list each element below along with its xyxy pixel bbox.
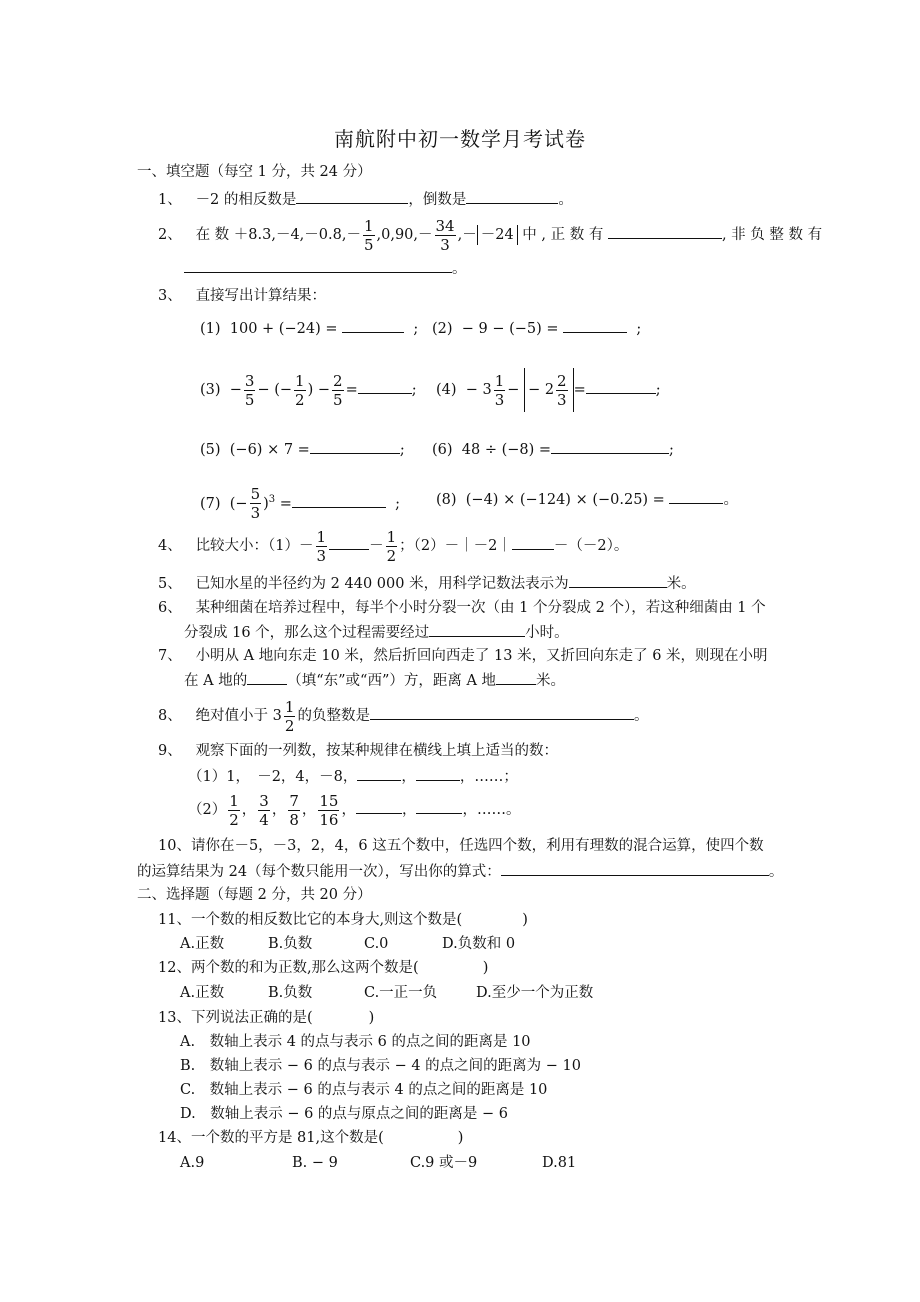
question-9-row2: （2） $\frac{1}{2}$ ， $\frac{3}{4}$ ， $\frac{7}{8}$ ， $\frac{15}{16}$ ， ， ，……。 <box>188 791 521 829</box>
answer-blank[interactable] <box>608 224 722 239</box>
answer-blank[interactable] <box>247 670 287 685</box>
answer-blank[interactable] <box>342 318 404 333</box>
answer-blank[interactable] <box>512 535 554 550</box>
option-a[interactable]: A.9 <box>180 1155 205 1171</box>
answer-blank[interactable] <box>551 439 669 454</box>
answer-blank[interactable] <box>184 258 452 273</box>
calc-1: (1) 100 + (−24) = ; <box>200 318 418 339</box>
question-2: 2、 在 数 ＋8.3,－4,－0.8,－ $\frac{1}{5}$ ,0,90,－ $\frac{34}{3}$ ,－ －24 中 , 正 数 有 , 非 负 整 数 有 <box>158 216 823 254</box>
section1-heading: 一、填空题（每空 1 分，共 24 分） <box>137 164 372 180</box>
answer-blank[interactable] <box>429 622 525 637</box>
question-6-line2: 分裂成 16 个，那么这个过程需要经过 小时。 <box>184 622 569 643</box>
option-d[interactable]: D. 数轴上表示 − 6 的点与原点之间的距离是 − 6 <box>180 1106 509 1122</box>
question-11-options <box>180 934 515 954</box>
question-2-line2: 。 <box>184 258 467 279</box>
calc-4: (4) − 3 $\frac{1}{3}$ − − 2 $\frac{2}{3}$ = ; <box>436 368 661 412</box>
question-5: 5、 已知水星的半径约为 2 440 000 米，用科学记数法表示为 米。 <box>158 573 696 594</box>
option-c[interactable]: C. 数轴上表示 − 6 的点与表示 4 的点之间的距离是 10 <box>180 1082 548 1098</box>
calc-5: (5) (−6) × 7 = ; <box>200 439 405 460</box>
option-b[interactable]: B.负数 <box>268 985 313 1001</box>
question-4: 4、 比较大小：（1）－ $\frac{1}{3}$ － $\frac{1}{2}$ ；（2）－｜－2｜ －（－2）。 <box>158 527 629 565</box>
question-11: 11、一个数的相反数比它的本身大,则这个数是( ) <box>158 912 528 928</box>
answer-blank[interactable] <box>358 379 412 394</box>
answer-blank[interactable] <box>370 705 634 720</box>
question-9: 9、 观察下面的一列数，按某种规律在横线上填上适当的数： <box>158 743 559 759</box>
option-c[interactable]: C.0 <box>364 936 389 952</box>
answer-blank[interactable] <box>416 766 460 781</box>
calc-6: (6) 48 ÷ (−8) = ; <box>432 439 674 460</box>
fraction: $\frac{1}{5}$ <box>363 216 374 254</box>
answer-blank[interactable] <box>416 799 462 814</box>
calc-3: (3) − $\frac{3}{5}$ − (− $\frac{1}{2}$ ) − $\frac{2}{5}$ = ; <box>200 371 417 409</box>
option-d[interactable]: D.至少一个为正数 <box>476 985 594 1001</box>
question-10-line2: 的运算结果为 24（每个数只能用一次），写出你的算式： 。 <box>137 861 783 882</box>
answer-blank[interactable] <box>292 493 386 508</box>
fraction: $\frac{34}{3}$ <box>435 216 455 254</box>
answer-blank[interactable] <box>310 439 400 454</box>
option-a[interactable]: A.正数 <box>180 985 225 1001</box>
answer-blank[interactable] <box>563 318 627 333</box>
answer-blank[interactable] <box>296 189 408 204</box>
option-c[interactable]: C.9 或－9 <box>410 1155 478 1171</box>
answer-blank[interactable] <box>357 766 401 781</box>
answer-blank[interactable] <box>669 489 723 504</box>
question-14: 14、一个数的平方是 81,这个数是( ) <box>158 1130 464 1146</box>
option-d[interactable]: D.81 <box>542 1155 577 1171</box>
absolute-value: − 2 $\frac{2}{3}$ <box>524 368 574 412</box>
answer-blank[interactable] <box>466 189 558 204</box>
answer-blank[interactable] <box>356 799 402 814</box>
answer-blank[interactable] <box>569 573 667 588</box>
option-b[interactable]: B.负数 <box>268 936 313 952</box>
option-c[interactable]: C.一正一负 <box>364 985 438 1001</box>
question-6: 6、 某种细菌在培养过程中，每半个小时分裂一次（由 1 个分裂成 2 个），若这种细菌由 1 个 <box>158 600 766 616</box>
option-d[interactable]: D.负数和 0 <box>442 936 516 952</box>
calc-7: (7) (− $\frac{5}{3}$ )$^3$ = ; <box>200 485 401 523</box>
question-1: 1、 －2 的相反数是 ，倒数是 。 <box>158 189 573 210</box>
question-8: 8、 绝对值小于 3 $\frac{1}{2}$ 的负整数是 。 <box>158 697 649 735</box>
section2-heading: 二、选择题（每题 2 分，共 20 分） <box>137 887 372 903</box>
calc-8: (8) (−4) × (−124) × (−0.25) = 。 <box>436 489 738 510</box>
question-13: 13、下列说法正确的是( ) <box>158 1010 375 1026</box>
question-3: 3、 直接写出计算结果： <box>158 288 327 304</box>
option-a[interactable]: A. 数轴上表示 4 的点与表示 6 的点之间的距离是 10 <box>180 1034 531 1050</box>
question-7-line2: 在 A 地的 （填“东”或“西”）方，距离 A 地 米。 <box>184 670 565 691</box>
option-b[interactable]: B. − 9 <box>292 1155 338 1171</box>
question-9-row1: （1）1， －2，4，－8， ， ，……； <box>188 766 518 787</box>
question-10: 10、请你在－5，－3，2，4，6 这五个数中，任选四个数，利用有理数的混合运算，使四个数 <box>158 838 764 854</box>
question-7: 7、 小明从 A 地向东走 10 米，然后折回向西走了 13 米，又折回向东走了 6 米，则现在小明 <box>158 648 768 664</box>
question-14-options <box>180 1153 576 1173</box>
question-12: 12、两个数的和为正数,那么这两个数是( ) <box>158 960 489 976</box>
answer-blank[interactable] <box>501 861 769 876</box>
absolute-value: －24 <box>477 225 518 245</box>
answer-blank[interactable] <box>586 379 656 394</box>
calc-2: (2) − 9 − (−5) = ; <box>432 318 641 339</box>
option-b[interactable]: B. 数轴上表示 − 6 的点与表示 − 4 的点之间的距离为 − 10 <box>180 1058 581 1074</box>
question-12-options <box>180 983 593 1003</box>
answer-blank[interactable] <box>329 535 369 550</box>
option-a[interactable]: A.正数 <box>180 936 225 952</box>
page-title: 南航附中初一数学月考试卷 <box>334 127 586 151</box>
answer-blank[interactable] <box>496 670 536 685</box>
